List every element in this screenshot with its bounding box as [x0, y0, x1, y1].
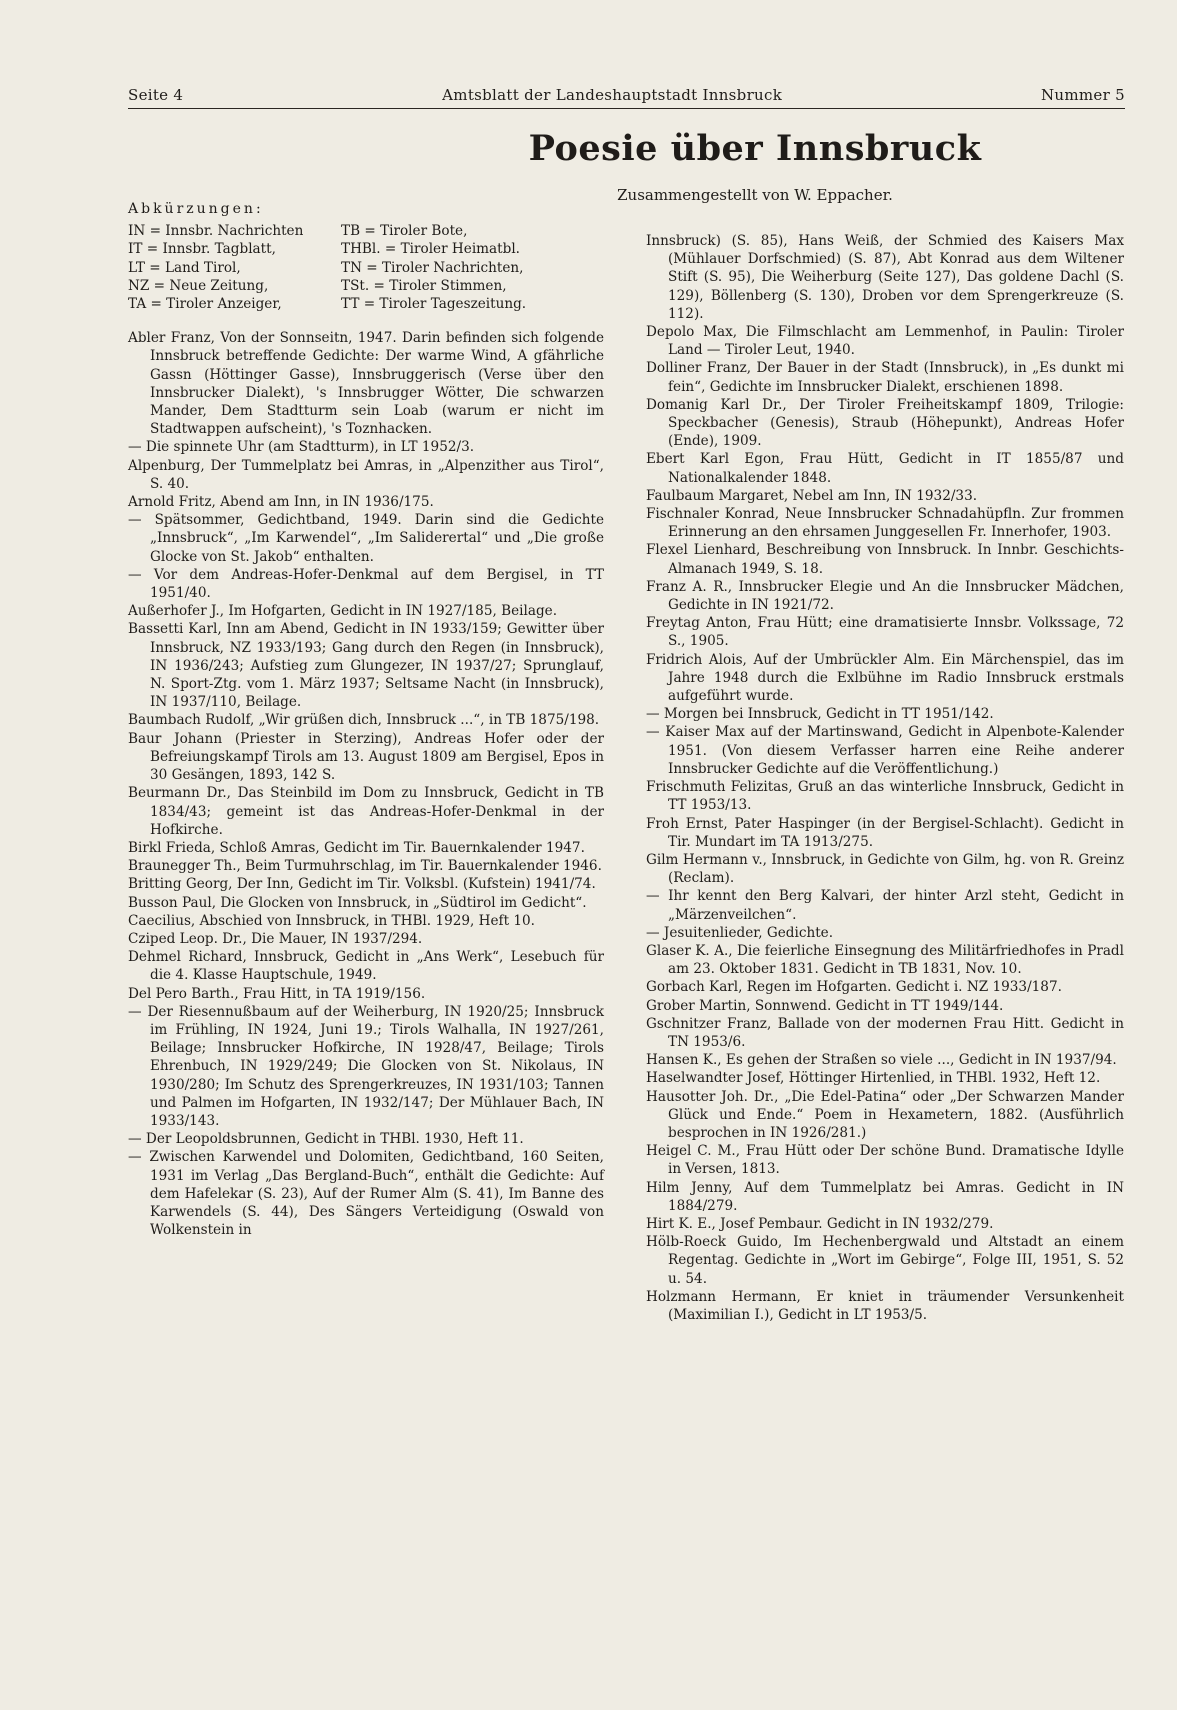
abbreviation-item: IN = Innsbr. Nachrichten	[128, 223, 304, 240]
abbreviation-item: TT = Tiroler Tageszeitung.	[341, 296, 527, 313]
bibliography-entry: — Jesuitenlieder, Gedichte.	[646, 924, 834, 941]
article-title: Poesie über Innsbruck	[528, 128, 982, 169]
publication-title: Amtsblatt der Landeshauptstadt Innsbruck	[442, 86, 783, 104]
abbreviation-item: TSt. = Tiroler Stimmen,	[341, 277, 507, 294]
bibliography-entry: Caecilius, Abschied von Innsbruck, in THBl. 1929, Heft 10.	[128, 912, 535, 929]
bibliography-entry: Beurmann Dr., Das Steinbild im Dom zu Innsbruck, Gedicht in TB 1834/43; gemeint ist das Andreas-Hofer-Denkmal in der Hofkirche.	[128, 785, 604, 838]
bibliography-entry: — Vor dem Andreas-Hofer-Denkmal auf dem Bergisel, in TT 1951/40.	[128, 566, 604, 602]
bibliography-entry: Busson Paul, Die Glocken von Innsbruck, in „Südtirol im Gedicht“.	[128, 894, 587, 911]
bibliography-entry: Froh Ernst, Pater Haspinger (in der Bergisel-Schlacht). Gedicht in Tir. Mundart im TA 1913/275.	[646, 815, 1124, 850]
abbreviation-item: THBl. = Tiroler Heimatbl.	[341, 241, 520, 258]
bibliography-entry: Heigel C. M., Frau Hütt oder Der schöne Bund. Dramatische Idylle in Versen, 1813.	[646, 1143, 1124, 1178]
bibliography-entry: Holzmann Hermann, Er kniet in träumender Versunkenheit (Maximilian I.), Gedicht in LT 1953/5.	[646, 1288, 1124, 1323]
bibliography-entry: Gilm Hermann v., Innsbruck, in Gedichte von Gilm, hg. von R. Greinz (Reclam).	[646, 851, 1124, 887]
page-number: Seite 4	[128, 86, 184, 104]
bibliography-entry: — Kaiser Max auf der Martinswand, Gedicht in Alpenbote-Kalender 1951. (Von diesem Verfasser harren eine Reihe anderer Innsbrucker Gedichte auf die Veröffentlichung.)	[646, 724, 1124, 777]
abbreviations-heading: Abkürzungen:	[128, 201, 264, 217]
bibliography-entry: Faulbaum Margaret, Nebel am Inn, IN 1932/33.	[646, 487, 978, 504]
bibliography-entry: Freytag Anton, Frau Hütt; eine dramatisierte Innsbr. Volkssage, 72 S., 1905.	[646, 615, 1124, 650]
left-entries	[128, 329, 604, 1239]
bibliography-entry: Fridrich Alois, Auf der Umbrückler Alm. Ein Märchenspiel, das im Jahre 1948 durch die Exlbühne im Radio Innsbruck erstmals aufgeführt wurde.	[646, 651, 1124, 705]
bibliography-entry: Braunegger Th., Beim Turmuhrschlag, im Tir. Bauernkalender 1946.	[128, 858, 602, 875]
bibliography-entry: Haselwandter Josef, Höttinger Hirtenlied, in THBl. 1932, Heft 12.	[646, 1070, 1101, 1087]
bibliography-entry: Arnold Fritz, Abend am Inn, in IN 1936/175.	[128, 494, 434, 511]
abbreviation-item: LT = Land Tirol,	[128, 259, 241, 276]
abbreviation-item: NZ = Neue Zeitung,	[128, 277, 269, 294]
issue-number: Nummer 5	[1041, 86, 1125, 104]
bibliography-entry: Dolliner Franz, Der Bauer in der Stadt (Innsbruck), in „Es dunkt mi fein“, Gedichte im Innsbrucker Dialekt, erschienen 1898.	[646, 360, 1124, 395]
bibliography-entry: — Spätsommer, Gedichtband, 1949. Darin sind die Gedichte „Innsbruck“, „Im Karwendel“, „Im Saliderertal“ und „Die große Glocke von St. Jakob“ enthalten.	[128, 512, 604, 565]
abbreviations-list	[128, 222, 604, 313]
bibliography-entry: — Zwischen Karwendel und Dolomiten, Gedichtband, 160 Seiten, 1931 im Verlag „Das Bergland-Buch“, enthält die Gedichte: Auf dem Hafelekar (S. 23), Auf der Rumer Alm (S. 41), Im Banne des Karwendels (S. 44), Des Sängers Verteidigung (Oswald von Wolkenstein in	[128, 1149, 604, 1239]
bibliography-entry: Gschnitzer Franz, Ballade von der modernen Frau Hitt. Gedicht in TN 1953/6.	[646, 1015, 1124, 1050]
bibliography-entry: Hausotter Joh. Dr., „Die Edel-Patina“ oder „Der Schwarzen Mander Glück und Ende.“ Poem in Hexametern, 1882. (Ausführlich besprochen in IN 1926/281.)	[646, 1088, 1124, 1141]
bibliography-entry: — Morgen bei Innsbruck, Gedicht in TT 1951/142.	[646, 706, 994, 723]
bibliography-entry: Fischnaler Konrad, Neue Innsbrucker Schnadahüpfln. Zur frommen Erinnerung an den ehrsamen Junggesellen Fr. Innerhofer, 1903.	[646, 506, 1124, 541]
bibliography-entry: — Der Leopoldsbrunnen, Gedicht in THBl. 1930, Heft 11.	[128, 1131, 524, 1148]
bibliography-entry: Baumbach Rudolf, „Wir grüßen dich, Innsbruck ...“, in TB 1875/198.	[128, 712, 600, 729]
bibliography-entry: Grober Martin, Sonnwend. Gedicht in TT 1949/144.	[646, 997, 1004, 1014]
bibliography-entry: Dehmel Richard, Innsbruck, Gedicht in „Ans Werk“, Lesebuch für die 4. Klasse Hauptschule, 1949.	[128, 949, 604, 984]
bibliography-entry: Del Pero Barth., Frau Hitt, in TA 1919/156.	[128, 985, 426, 1002]
bibliography-entry: Abler Franz, Von der Sonnseitn, 1947. Darin befinden sich folgende Innsbruck betreffende Gedichte: Der warme Wind, A gfährliche Gassn (Höttinger Gasse), Innsbruggerisch (Verse über den Innsbrucker Dialekt), 's Innsbrugger Wötter, Die schwarzen Mander, Dem Stadtturm sein Loab (warum er nicht im Stadtwappen aufscheint), 's Toznhacken.	[128, 330, 604, 438]
right-entries	[646, 232, 1124, 1324]
bibliography-entry: Alpenburg, Der Tummelplatz bei Amras, in „Alpenzither aus Tirol“, S. 40.	[128, 457, 604, 492]
abbreviation-item: TB = Tiroler Bote,	[341, 223, 468, 240]
bibliography-entry: — Ihr kennt den Berg Kalvari, der hinter Arzl steht, Gedicht in „Märzenveilchen“.	[646, 888, 1124, 923]
abbreviation-item: TN = Tiroler Nachrichten,	[341, 259, 524, 276]
bibliography-entry: Hansen K., Es gehen der Straßen so viele ..., Gedicht in IN 1937/94.	[646, 1052, 1117, 1069]
bibliography-entry: Hilm Jenny, Auf dem Tummelplatz bei Amras. Gedicht in IN 1884/279.	[646, 1179, 1124, 1214]
header-rule	[128, 108, 1125, 109]
bibliography-entry: Birkl Frieda, Schloß Amras, Gedicht im Tir. Bauernkalender 1947.	[128, 839, 585, 856]
bibliography-entry: Außerhofer J., Im Hofgarten, Gedicht in IN 1927/185, Beilage.	[128, 603, 558, 620]
bibliography-entry: Gorbach Karl, Regen im Hofgarten. Gedicht i. NZ 1933/187.	[646, 979, 1062, 996]
abbreviation-item: IT = Innsbr. Tagblatt,	[128, 241, 276, 258]
bibliography-entry: Frischmuth Felizitas, Gruß an das winterliche Innsbruck, Gedicht in TT 1953/13.	[646, 779, 1124, 814]
bibliography-entry: Flexel Lienhard, Beschreibung von Innsbruck. In Innbr. Geschichts-Almanach 1949, S. 18.	[646, 542, 1124, 577]
bibliography-entry: Baur Johann (Priester in Sterzing), Andreas Hofer oder der Befreiungskampf Tirols am 13. August 1809 am Bergisel, Epos in 30 Gesängen, 1893, 142 S.	[128, 730, 604, 784]
bibliography-entry: Franz A. R., Innsbrucker Elegie und An die Innsbrucker Mädchen, Gedichte in IN 1921/72.	[646, 578, 1124, 614]
right-column	[646, 232, 1124, 1324]
bibliography-entry: Glaser K. A., Die feierliche Einsegnung des Militärfriedhofes in Pradl am 23. Oktober 1831. Gedicht in TB 1831, Nov. 10.	[646, 942, 1124, 978]
article-subtitle: Zusammengestellt von W. Eppacher.	[617, 186, 893, 204]
page-header	[128, 78, 1125, 104]
bibliography-entry: Innsbruck) (S. 85), Hans Weiß, der Schmied des Kaisers Max (Mühlauer Dorfschmied) (S. 87), Abt Konrad aus dem Wiltener Stift (S. 95), Die Weiherburg (Seite 127), Das goldene Dachl (S. 129), Böllenberg (S. 130), Droben vor dem Sprengerkreuze (S. 112).	[646, 233, 1124, 322]
abbreviation-item: TA = Tiroler Anzeiger,	[128, 296, 282, 313]
bibliography-entry: Britting Georg, Der Inn, Gedicht im Tir. Volksbl. (Kufstein) 1941/74.	[128, 876, 596, 893]
bibliography-entry: Domanig Karl Dr., Der Tiroler Freiheitskampf 1809, Trilogie: Speckbacher (Genesis), Straub (Höhepunkt), Andreas Hofer (Ende), 1909.	[646, 396, 1124, 450]
left-column	[128, 200, 604, 1239]
bibliography-entry: Ebert Karl Egon, Frau Hütt, Gedicht in IT 1855/87 und Nationalkalender 1848.	[646, 451, 1124, 486]
bibliography-entry: — Der Riesennußbaum auf der Weiherburg, IN 1920/25; Innsbruck im Frühling, IN 1924, Juni 19.; Tirols Walhalla, IN 1927/261, Beilage; Innsbrucker Hofkirche, IN 1928/47, Beilage; Tirols Ehrenbuch, IN 1929/249; Die Glocken von St. Nikolaus, IN 1930/280; Im Schutz des Sprengerkreuzes, IN 1931/103; Tannen und Palmen im Hofgarten, IN 1932/147; Der Mühlauer Bach, IN 1933/143.	[128, 1003, 604, 1129]
bibliography-entry: — Die spinnete Uhr (am Stadtturm), in LT 1952/3.	[128, 439, 475, 456]
bibliography-entry: Cziped Leop. Dr., Die Mauer, IN 1937/294.	[128, 930, 423, 947]
bibliography-entry: Hölb-Roeck Guido, Im Hechenbergwald und Altstadt an einem Regentag. Gedichte in „Wort im Gebirge“, Folge III, 1951, S. 52 u. 54.	[646, 1234, 1124, 1287]
bibliography-entry: Bassetti Karl, Inn am Abend, Gedicht in IN 1933/159; Gewitter über Innsbruck, NZ 1933/193; Gang durch den Regen (in Innsbruck), IN 1936/243; Aufstieg zum Glungezer, IN 1937/27; Sprunglauf, N. Sport-Ztg. vom 1. März 1937; Seltsame Nacht (in Innsbruck), IN 1937/110, Beilage.	[128, 621, 604, 711]
bibliography-entry: Depolo Max, Die Filmschlacht am Lemmenhof, in Paulin: Tiroler Land — Tiroler Leut, 1940.	[646, 324, 1124, 359]
bibliography-entry: Hirt K. E., Josef Pembaur. Gedicht in IN 1932/279.	[646, 1215, 994, 1232]
